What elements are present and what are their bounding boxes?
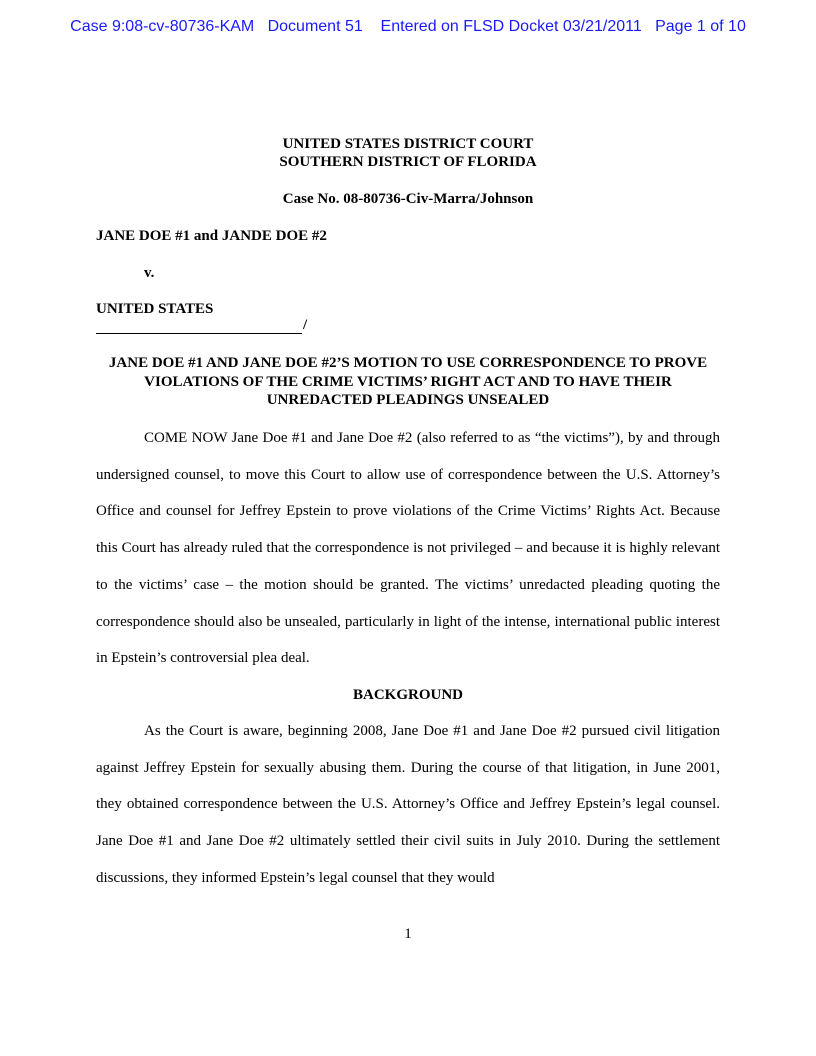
section-heading: BACKGROUND — [352, 687, 463, 703]
background-paragraph: As the Court is aware, beginning 2008, Jane Doe #1 and Jane Doe #2 pursued civil litigation against Jeffrey Epstein for sexually abusing them. During the course of that litigation, in June 2001, they obtained correspondence between the U.S. Attorney’s Office and Jeffrey Epstein’s legal counsel. Jane Doe #1 and Jane Doe #2 ultimately settled their civil suits in July 2010. During the settlement discussions, they informed Epstein’s legal counsel that they would — [96, 723, 720, 886]
motion-title: JANE DOE #1 AND JANE DOE #2’S MOTION TO USE CORRESPONDENCE TO PROVE VIOLATIONS OF THE CRIME VICTIMS’ RIGHT ACT AND TO HAVE THEIR UNREDACTED PLEADINGS UNSEALED — [108, 355, 708, 408]
court-name: UNITED STATES DISTRICT COURT — [282, 136, 534, 152]
stamp-page: Page 1 of 10 — [655, 18, 746, 35]
court-district: SOUTHERN DISTRICT OF FLORIDA — [279, 154, 537, 170]
plaintiffs: JANE DOE #1 and JANDE DOE #2 — [96, 228, 327, 244]
stamp-document: Document 51 — [267, 18, 363, 35]
caption-underline — [96, 316, 302, 334]
docket-stamp — [0, 18, 816, 36]
page-number: 1 — [404, 926, 412, 942]
stamp-entered: Entered on FLSD Docket 03/21/2011 — [380, 18, 642, 35]
case-number: Case No. 08-80736-Civ-Marra/Johnson — [282, 191, 534, 207]
stamp-case: Case 9:08-cv-80736-KAM — [70, 18, 255, 35]
versus: v. — [144, 265, 155, 281]
defendant: UNITED STATES — [96, 301, 214, 317]
intro-paragraph: COME NOW Jane Doe #1 and Jane Doe #2 (also referred to as “the victims”), by and through undersigned counsel, to move this Court to allow use of correspondence between the U.S. Attorney’s Office and counsel for Jeffrey Epstein to prove violations of the Crime Victims’ Rights Act. Because this Court has already ruled that the correspondence is not privileged – and because it is highly relevant to the victims’ case – the motion should be granted. The victims’ unredacted pleading quoting the correspondence should also be unsealed, particularly in light of the intense, international public interest in Epstein’s controversial plea deal. — [96, 430, 720, 667]
caption-slash: / — [303, 317, 308, 333]
